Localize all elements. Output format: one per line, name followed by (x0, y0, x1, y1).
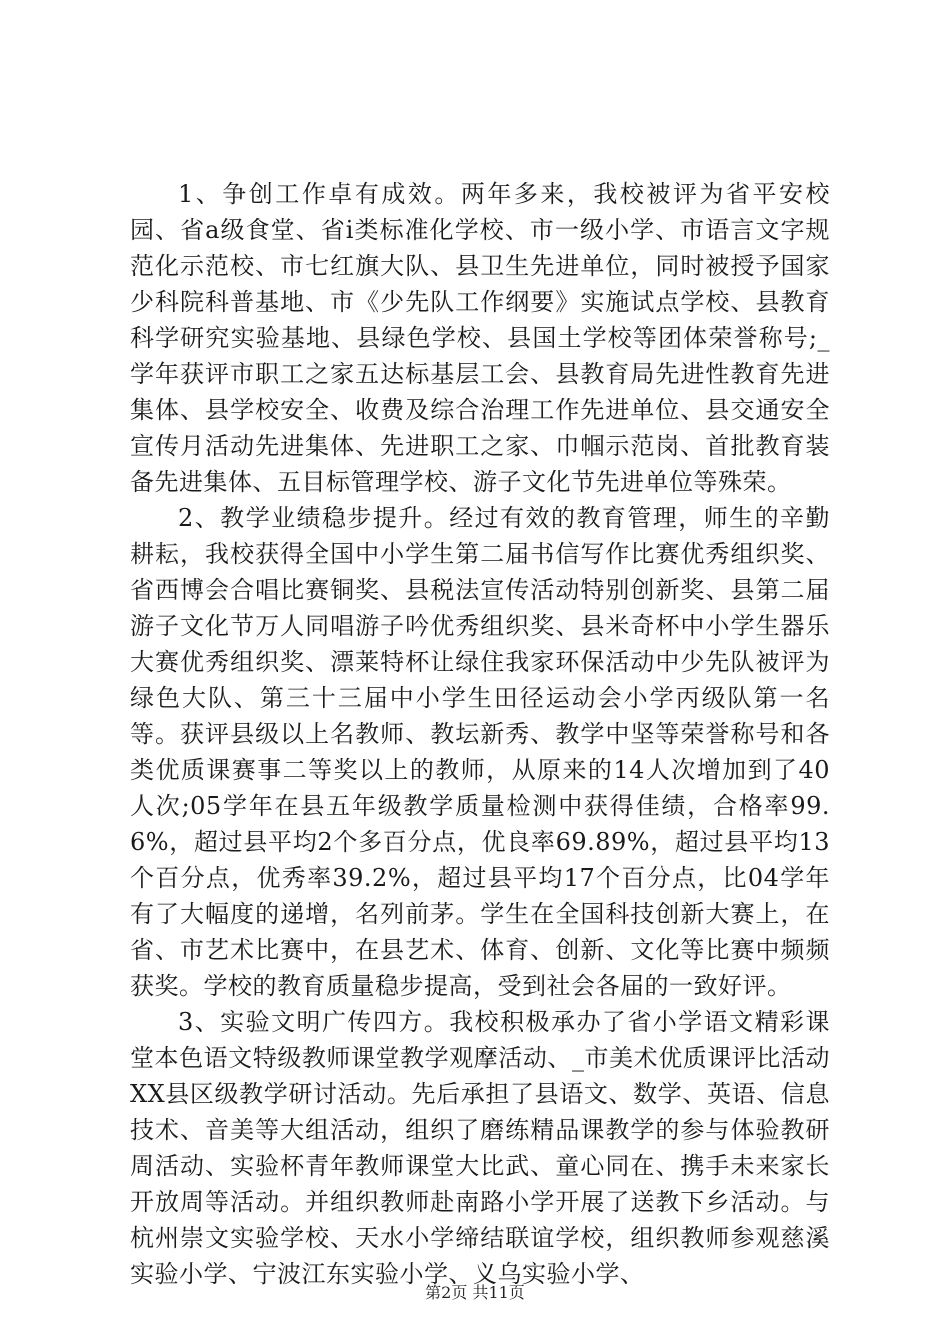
page-number-footer: 第2页 共11页 (425, 1283, 525, 1302)
paragraph-1: 1、争创工作卓有成效。两年多来，我校被评为省平安校园、省a级食堂、省i类标准化学校、市一级小学、市语言文字规范化示范校、市七红旗大队、县卫生先进单位，同时被授予国家少科院科普基地、市《少先队工作纲要》实施试点学校、县教育科学研究实验基地、县绿色学校、县国土学校等团体荣誉称号;_学年获评市职工之家五达标基层工会、县教育局先进性教育先进集体、县学校安全、收费及综合治理工作先进单位、县交通安全宣传月活动先进集体、先进职工之家、巾帼示范岗、首批教育装备先进集体、五目标管理学校、游子文化节先进单位等殊荣。 (130, 180, 830, 496)
paragraph-2: 2、教学业绩稳步提升。经过有效的教育管理，师生的辛勤耕耘，我校获得全国中小学生第二届书信写作比赛优秀组织奖、省西博会合唱比赛铜奖、县税法宣传活动特别创新奖、县第二届游子文化节万人同唱游子吟优秀组织奖、县米奇杯中小学生器乐大赛优秀组织奖、漂莱特杯让绿住我家环保活动中少先队被评为绿色大队、第三十三届中小学生田径运动会小学丙级队第一名等。获评县级以上名教师、教坛新秀、教学中坚等荣誉称号和各类优质课赛事二等奖以上的教师，从原来的14人次增加到了40人次;05学年在县五年级教学质量检测中获得佳绩，合格率99.6%，超过县平均2个多百分点，优良率69.89%，超过县平均13个百分点，优秀率39.2%，超过县平均17个百分点，比04学年有了大幅度的递增，名列前茅。学生在全国科技创新大赛上，在省、市艺术比赛中，在县艺术、体育、创新、文化等比赛中频频获奖。学校的教育质量稳步提高，受到社会各届的一致好评。 (130, 504, 830, 1000)
document-body (130, 176, 830, 1292)
paragraph-3: 3、实验文明广传四方。我校积极承办了省小学语文精彩课堂本色语文特级教师课堂教学观摩活动、_市美术优质课评比活动XX县区级教学研讨活动。先后承担了县语文、数学、英语、信息技术、音美等大组活动，组织了磨练精品课教学的参与体验教研周活动、实验杯青年教师课堂大比武、童心同在、携手未来家长开放周等活动。并组织教师赴南路小学开展了送教下乡活动。与杭州崇文实验学校、天水小学缔结联谊学校，组织教师参观慈溪实验小学、宁波江东实验小学、义乌实验小学、 (130, 1008, 830, 1288)
